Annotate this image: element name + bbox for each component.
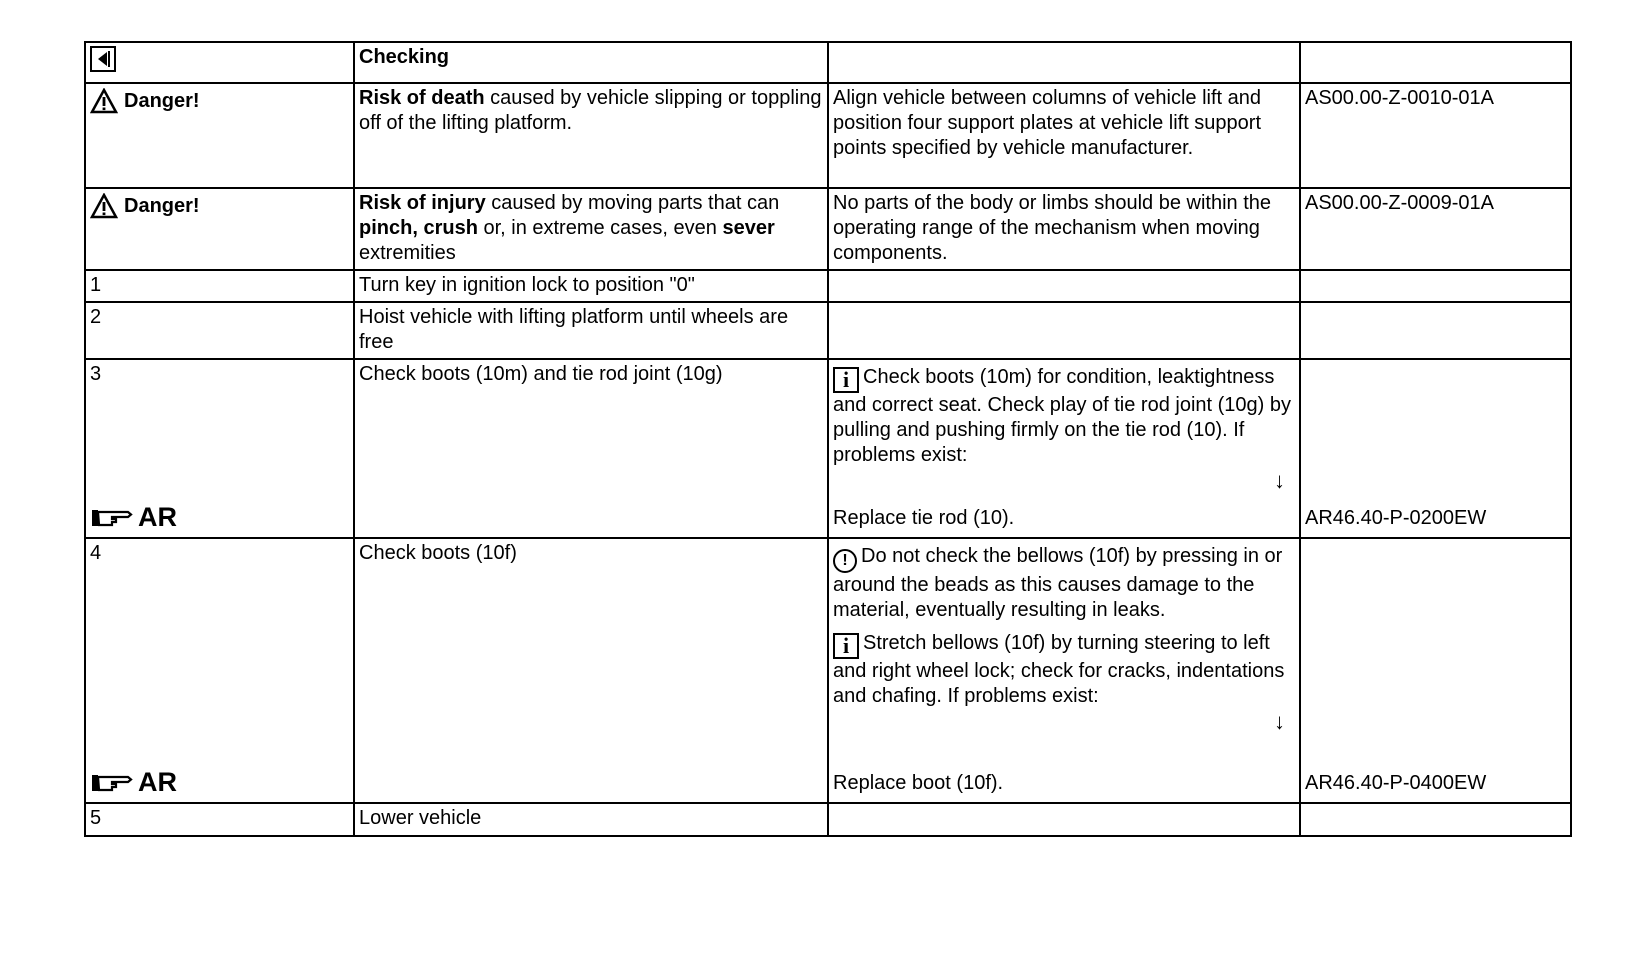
danger-label: Danger! [124, 89, 200, 112]
step-row [85, 538, 1571, 803]
ar-reference-marker[interactable]: AR [90, 503, 177, 531]
step-text: Check boots (10f) [354, 538, 828, 803]
warning-triangle-icon [90, 193, 118, 219]
instruction: No parts of the body or limbs should be within the operating range of the mechanism when moving components. [828, 188, 1300, 270]
pointing-hand-icon [90, 504, 134, 530]
header-row [85, 42, 1571, 83]
risk-text: caused by vehicle slipping or toppling off of the lifting platform. [359, 87, 822, 134]
danger-row-2: Danger! Risk of injury caused by moving parts that can pinch, crush or, in extreme cases, even sever extremities No parts of the body or limbs should be within the operating range of the mechanism when moving components. AS00.00-Z-0009-01A [85, 188, 1571, 270]
danger-row-1 [85, 83, 1571, 188]
step-number: 3 [90, 363, 102, 385]
risk-title: Risk of death [359, 87, 485, 109]
arrow-down-icon: ↓ [1274, 709, 1285, 734]
instruction: Align vehicle between columns of vehicle lift and position four support plates at vehicle lift support points specified by vehicle manufacturer. [828, 83, 1300, 188]
step-caution: Do not check the bellows (10f) by pressing in or around the beads as this causes damage to the material, eventually resulting in leaks. [833, 545, 1283, 621]
step-row [85, 803, 1571, 836]
step-number: 1 [85, 270, 354, 302]
step-number: 4 [90, 542, 102, 564]
pointing-hand-icon [90, 769, 134, 795]
step-number: 2 [85, 302, 354, 359]
step-action: Replace tie rod (10). [833, 507, 1015, 529]
section-title: Checking [354, 42, 828, 83]
reference-link[interactable]: AS00.00-Z-0009-01A [1300, 188, 1571, 270]
step-action: Replace boot (10f). [833, 772, 1004, 794]
warning-triangle-icon [90, 88, 118, 114]
danger-label: Danger! [124, 194, 200, 217]
step-note: Check boots (10m) for condition, leaktightness and correct seat. Check play of tie rod joint (10g) by pulling and pushing firmly on the tie rod (10). If problems exist: [833, 366, 1292, 466]
step-text: Hoist vehicle with lifting platform until wheels are free [354, 302, 828, 359]
back-cell [85, 42, 354, 83]
procedure-table [84, 41, 1572, 837]
step-number: 5 [85, 803, 354, 836]
back-arrow-box-icon[interactable] [90, 46, 116, 72]
caution-icon: ! [833, 549, 857, 573]
step-text: Check boots (10m) and tie rod joint (10g) [354, 359, 828, 538]
step-text: Lower vehicle [354, 803, 828, 836]
step-row [85, 302, 1571, 359]
step-note: Stretch bellows (10f) by turning steering to left and right wheel lock; check for cracks, indentations and chafing. If problems exist: [833, 632, 1285, 707]
ar-reference-marker[interactable]: AR [90, 768, 177, 796]
reference-link[interactable]: AR46.40-P-0200EW [1305, 507, 1487, 529]
step-row [85, 359, 1571, 538]
reference-link[interactable]: AS00.00-Z-0010-01A [1300, 83, 1571, 188]
info-icon: i [833, 633, 859, 659]
step-row [85, 270, 1571, 302]
arrow-down-icon: ↓ [1274, 468, 1285, 493]
step-text: Turn key in ignition lock to position "0" [354, 270, 828, 302]
info-icon: i [833, 367, 859, 393]
reference-link[interactable]: AR46.40-P-0400EW [1305, 772, 1487, 794]
